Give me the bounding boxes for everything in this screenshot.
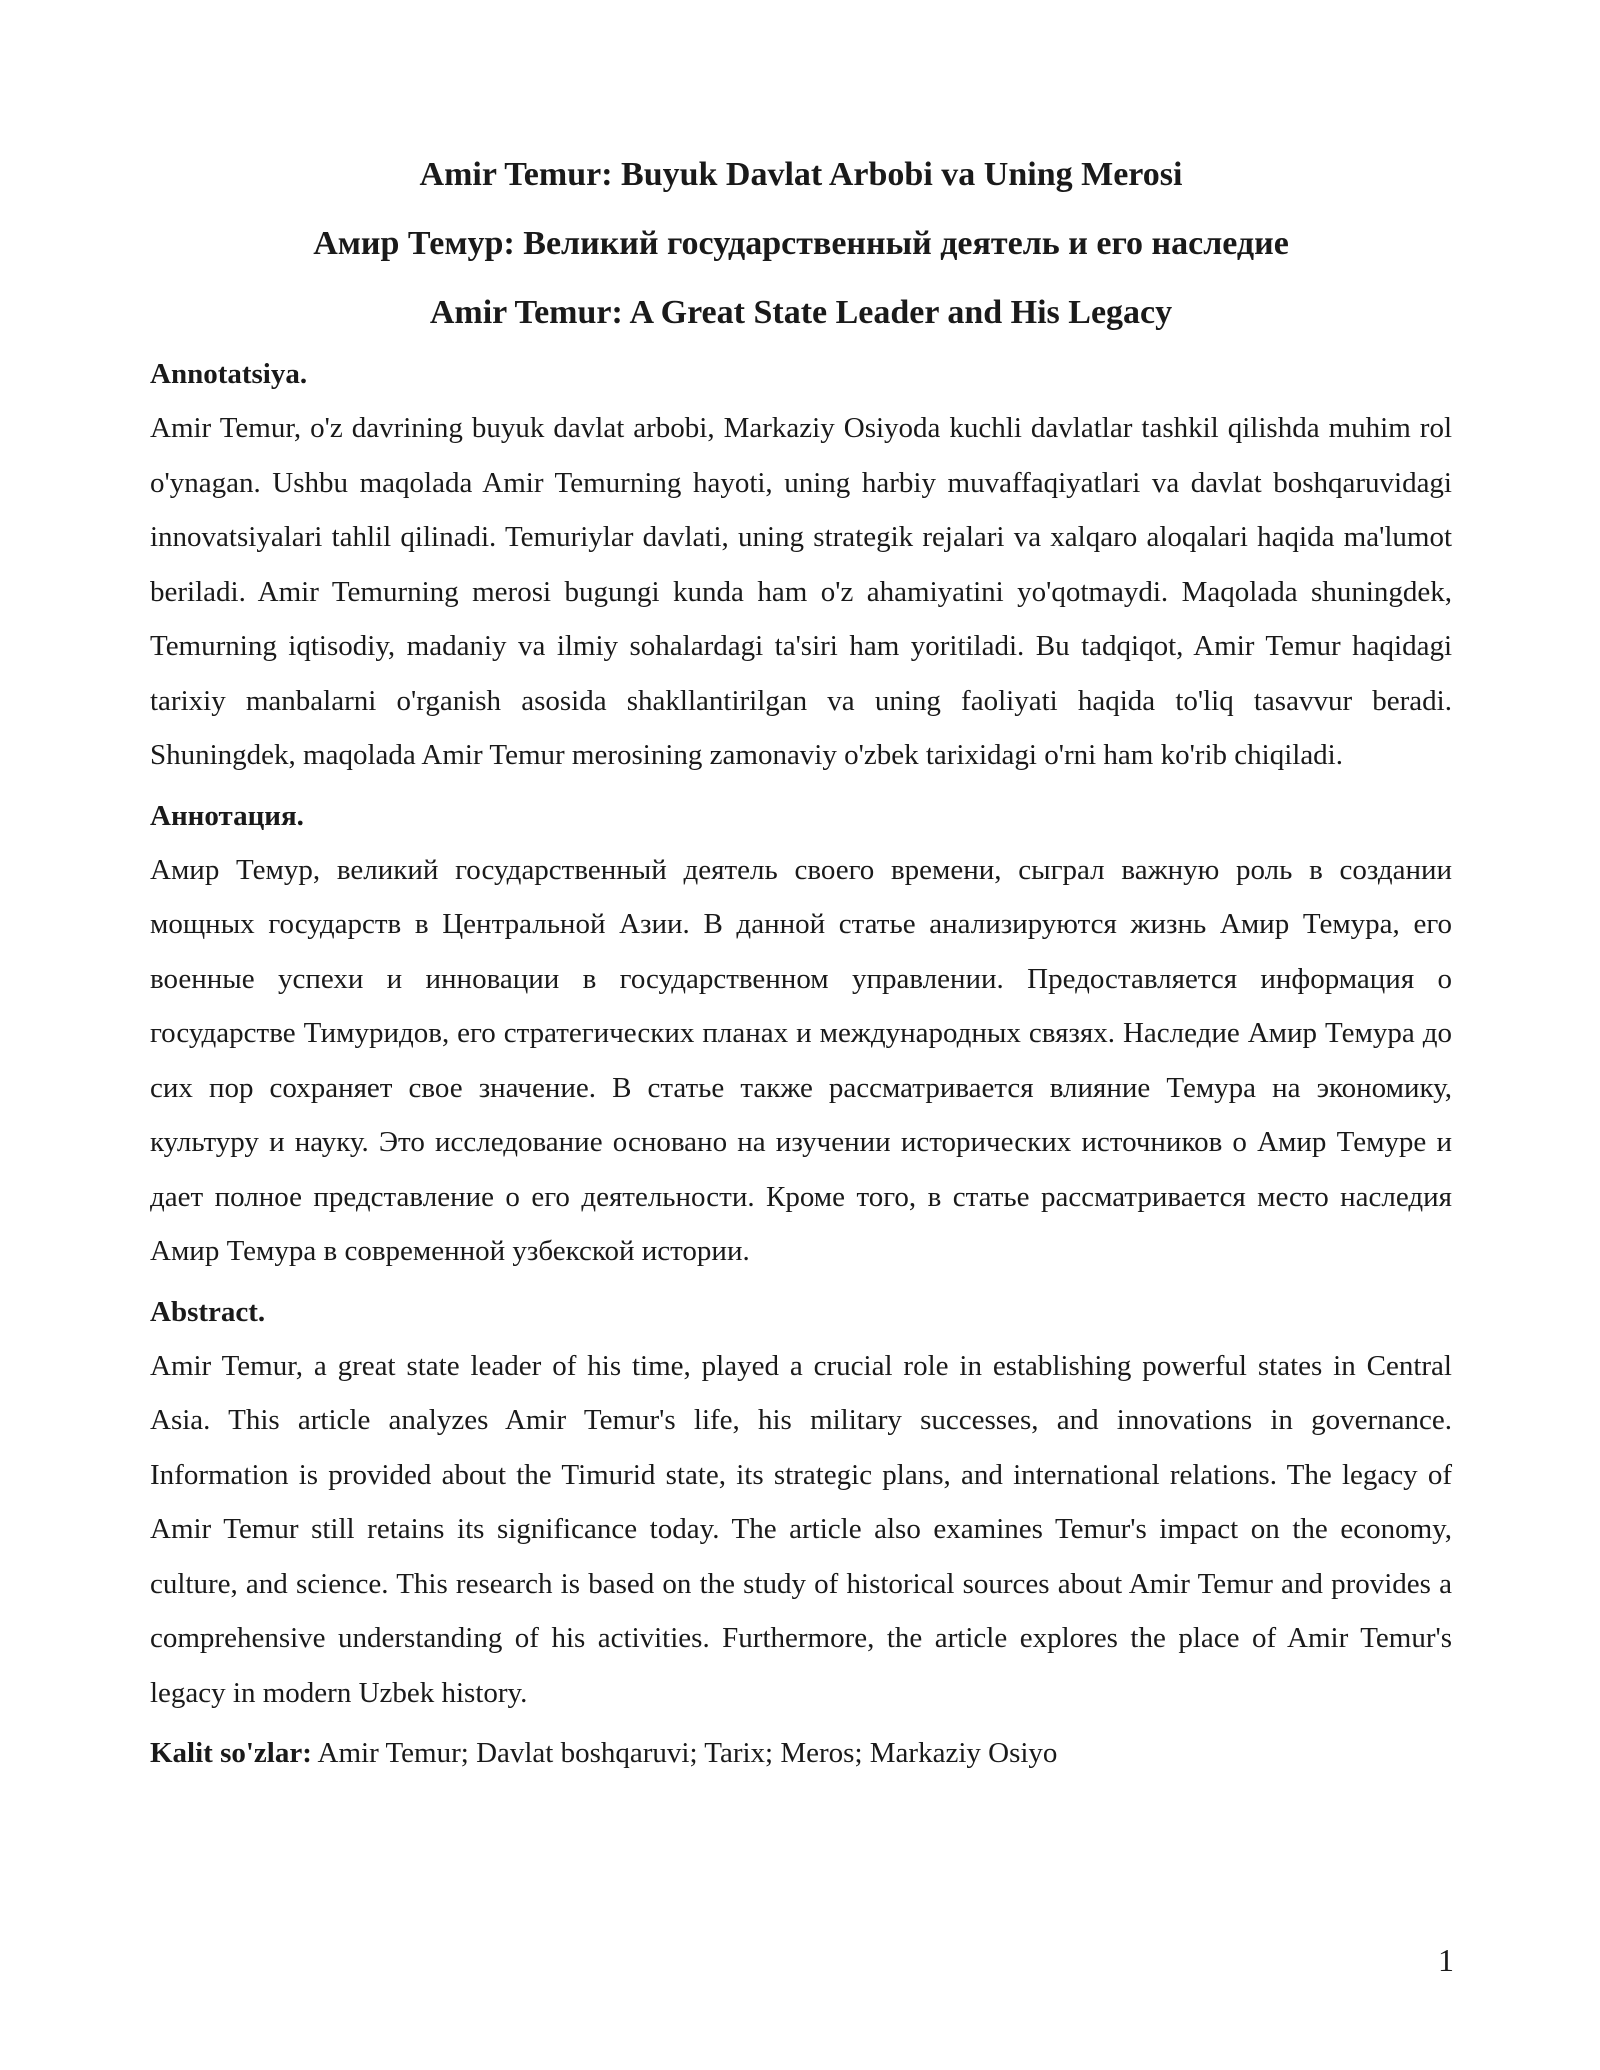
annotation-ru-text: Амир Темур, великий государственный деятель своего времени, сыграл важную роль в создании мощных государств в Центральной Азии. В данной статье анализируются жизнь Амир Темура, его военные успехи и инновации в государственном управлении. Предоставляется информация о государстве Тимуридов, его стратегических планах и международных связях. Наследие Амир Темура до сих пор сохраняет свое значение. В статье также рассматривается влияние Темура на экономику, культуру и науку. Это исследование основано на изучении исторических источников о Амир Темуре и дает полное представление о его деятельности. Кроме того, в статье рассматривается место наследия Амир Темура в современной узбекской истории.	[150, 853, 1452, 1267]
keywords-label: Kalit so'zlar:	[150, 1737, 312, 1769]
annotation-uz-heading: Annotatsiya.	[150, 358, 308, 390]
annotation-uz-text: Amir Temur, o'z davrining buyuk davlat arbobi, Markaziy Osiyoda kuchli davlatlar tashkil qilishda muhim rol o'ynagan. Ushbu maqolada Amir Temurning hayoti, uning harbiy muvaffaqiyatlari va davlat boshqaruvidagi innovatsiyalari tahlil qilinadi. Temuriylar davlati, uning strategik rejalari va xalqaro aloqalari haqida ma'lumot beriladi. Amir Temurning merosi bugungi kunda ham o'z ahamiyatini yo'qotmaydi. Maqolada shuningdek, Temurning iqtisodiy, madaniy va ilmiy sohalardagi ta'siri ham yoritiladi. Bu tadqiqot, Amir Temur haqidagi tarixiy manbalarni o'rganish asosida shakllantirilgan va uning faoliyati haqida to'liq tasavvur beradi. Shuningdek, maqolada Amir Temur merosining zamonaviy o'zbek tarixidagi o'rni ham ko'rib chiqiladi.	[150, 412, 1452, 771]
abstract-en-text: Amir Temur, a great state leader of his time, played a crucial role in establishing powerful states in Central Asia. This article analyzes Amir Temur's life, his military successes, and innovations in governance. Information is provided about the Timurid state, its strategic plans, and international relations. The legacy of Amir Temur still retains its significance today. The article also examines Temur's impact on the economy, culture, and science. This research is based on the study of historical sources about Amir Temur and provides a comprehensive understanding of his activities. Furthermore, the article explores the place of Amir Temur's legacy in modern Uzbek history.	[150, 1349, 1452, 1709]
document-page	[150, 140, 1452, 1780]
keywords-text: Amir Temur; Davlat boshqaruvi; Tarix; Meros; Markaziy Osiyo	[311, 1737, 1058, 1769]
abstract-en-heading: Abstract.	[150, 1295, 266, 1328]
page-number: 1	[1438, 1942, 1454, 1978]
title-russian: Амир Темур: Великий государственный деятель и его наследие	[313, 225, 1289, 262]
annotation-ru-heading: Аннотация.	[150, 799, 304, 832]
keywords-line	[150, 1726, 1452, 1780]
title-english: Amir Temur: A Great State Leader and His Legacy	[429, 294, 1173, 331]
title-uzbek: Amir Temur: Buyuk Davlat Arbobi va Uning Merosi	[419, 156, 1183, 193]
